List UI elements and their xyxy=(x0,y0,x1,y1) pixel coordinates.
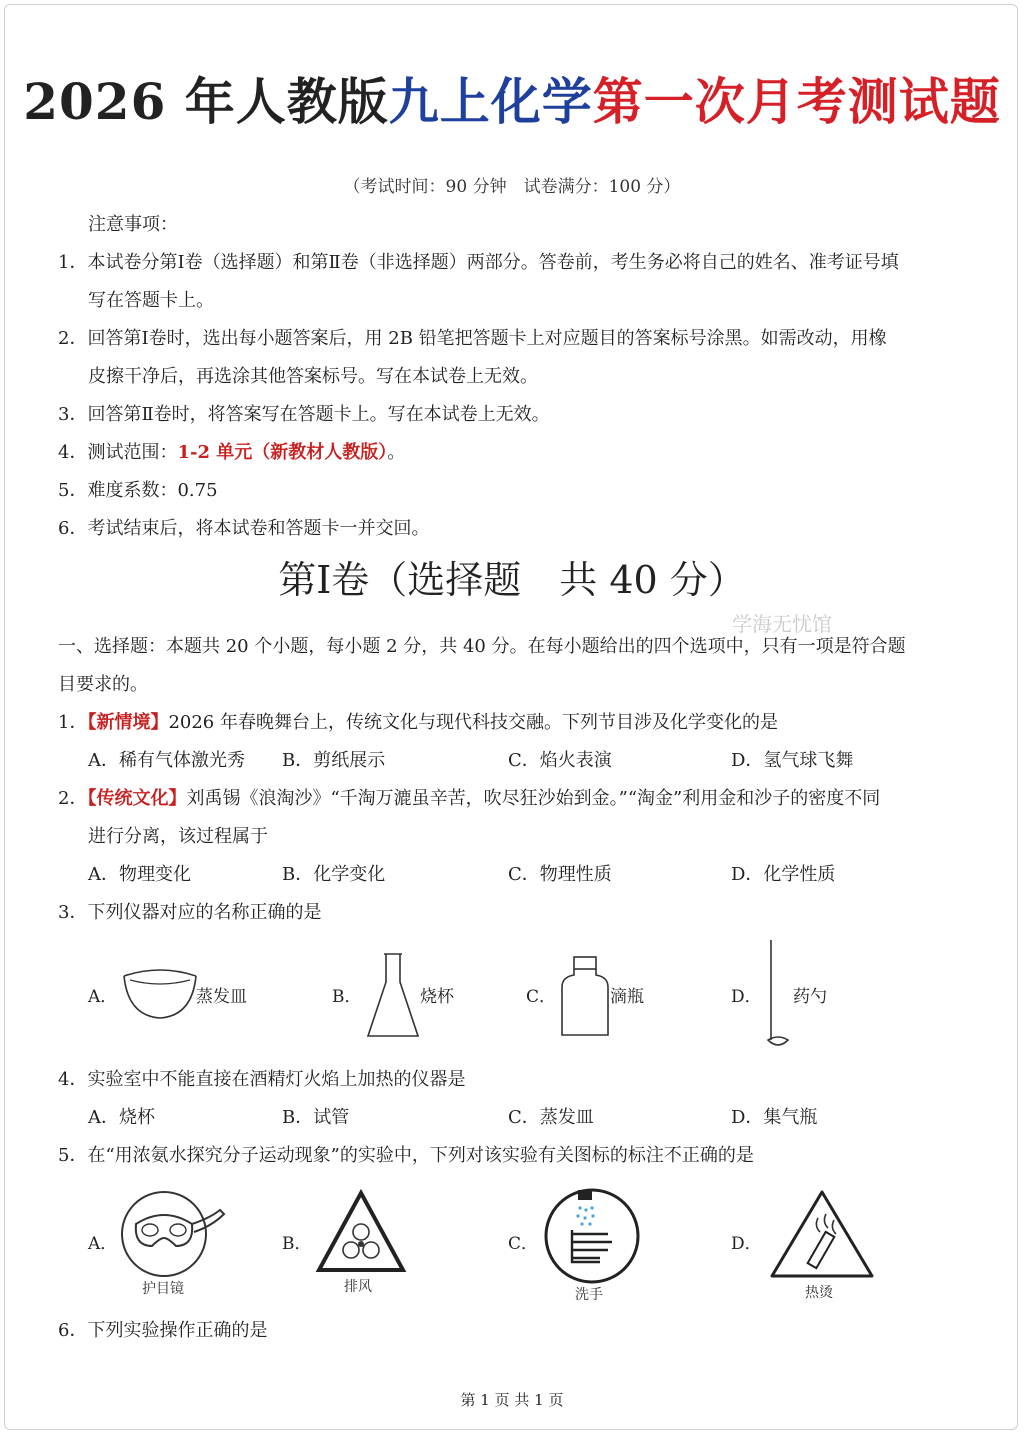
q2-option-c: C．物理性质 xyxy=(508,864,612,885)
q3-letter-a: A． xyxy=(88,987,118,1007)
q1-option-c: C．焰火表演 xyxy=(508,750,612,771)
hot-surface-icon xyxy=(768,1188,876,1280)
note-3: 3．回答第Ⅱ卷时，将答案写在答题卡上。写在本试卷上无效。 xyxy=(58,404,550,425)
q3-letter-d: D． xyxy=(731,987,762,1007)
note-2-cont: 皮擦干净后，再选涂其他答案标号。写在本试卷上无效。 xyxy=(88,366,538,387)
page-footer: 第 1 页 共 1 页 xyxy=(460,1391,564,1409)
note-6: 6．考试结束后，将本试卷和答题卡一并交回。 xyxy=(58,518,430,539)
q5-letter-b: B． xyxy=(282,1234,312,1254)
q4-option-c: C．蒸发皿 xyxy=(508,1107,594,1128)
question-6: 6．下列实验操作正确的是 xyxy=(58,1320,268,1341)
evaporating-dish-icon xyxy=(122,966,198,1022)
q4-option-b: B．试管 xyxy=(282,1107,350,1128)
ventilation-icon xyxy=(316,1190,406,1274)
question-4: 4．实验室中不能直接在酒精灯火焰上加热的仪器是 xyxy=(58,1069,466,1090)
q5-letter-c: C． xyxy=(508,1234,539,1254)
q3-name-c: 滴瓶 xyxy=(610,987,644,1007)
q2-option-a: A．物理变化 xyxy=(88,864,191,885)
q5-name-b: 排风 xyxy=(344,1279,372,1295)
note-2: 2．回答第Ⅰ卷时，选出每小题答案后，用 2B 铅笔把答题卡上对应题目的答案标号涂黑。如需改动，用橡 xyxy=(58,328,887,349)
q3-name-a: 蒸发皿 xyxy=(196,987,247,1007)
q3-letter-c: C． xyxy=(526,987,557,1007)
reagent-bottle-icon xyxy=(560,955,610,1037)
question-2-cont: 进行分离，该过程属于 xyxy=(88,826,268,847)
question-5: 5．在“用浓氨水探究分子运动现象”的实验中，下列对该实验有关图标的标注不正确的是 xyxy=(58,1145,754,1166)
q1-option-b: B．剪纸展示 xyxy=(282,750,386,771)
hand-wash-icon xyxy=(542,1186,644,1288)
question-1: 1．【新情境】2026 年春晚舞台上，传统文化与现代科技交融。下列节目涉及化学变化的是 xyxy=(58,712,778,733)
medicine-spoon-icon xyxy=(764,938,794,1054)
question-2: 2．【传统文化】刘禹锡《浪淘沙》“千淘万漉虽辛苦，吹尽狂沙始到金。”“淘金”利用金和沙子的密度不同 xyxy=(58,788,881,809)
goggles-icon xyxy=(120,1190,228,1280)
watermark: 学海无忧馆 xyxy=(732,612,832,636)
q5-letter-a: A． xyxy=(88,1234,118,1254)
q2-option-b: B．化学变化 xyxy=(282,864,386,885)
note-4: 4．测试范围：1-2 单元（新教材人教版）。 xyxy=(58,442,406,463)
q1-option-d: D．氢气球飞舞 xyxy=(731,750,854,771)
q3-name-d: 药勺 xyxy=(793,987,827,1007)
q3-letter-b: B． xyxy=(332,987,362,1007)
q5-letter-d: D． xyxy=(731,1234,762,1254)
note-5: 5．难度系数：0.75 xyxy=(58,480,218,501)
q5-name-c: 洗手 xyxy=(575,1287,603,1303)
section-title: 第Ⅰ卷（选择题 共 40 分） xyxy=(278,558,746,602)
instructions: 一、选择题：本题共 20 个小题，每小题 2 分，共 40 分。在每小题给出的四个选项中，只有一项是符合题 xyxy=(58,636,906,657)
q5-name-d: 热烫 xyxy=(805,1285,833,1301)
conical-flask-icon xyxy=(366,952,420,1040)
instructions-cont: 目要求的。 xyxy=(58,674,148,695)
q2-option-d: D．化学性质 xyxy=(731,864,836,885)
q1-option-a: A．稀有气体激光秀 xyxy=(88,750,245,771)
page-title: 2026 年人教版九上化学第一次月考测试题 xyxy=(23,72,1001,131)
note-1-cont: 写在答题卡上。 xyxy=(88,290,214,311)
q4-option-d: D．集气瓶 xyxy=(731,1107,818,1128)
question-3: 3．下列仪器对应的名称正确的是 xyxy=(58,902,322,923)
q5-name-a: 护目镜 xyxy=(142,1281,184,1297)
notes-heading: 注意事项： xyxy=(88,214,178,235)
q3-name-b: 烧杯 xyxy=(420,987,454,1007)
exam-meta: （考试时间：90 分钟 试卷满分：100 分） xyxy=(343,177,681,197)
q4-option-a: A．烧杯 xyxy=(88,1107,155,1128)
note-1: 1．本试卷分第Ⅰ卷（选择题）和第Ⅱ卷（非选择题）两部分。答卷前，考生务必将自己的姓名、准考证号填 xyxy=(58,252,899,273)
